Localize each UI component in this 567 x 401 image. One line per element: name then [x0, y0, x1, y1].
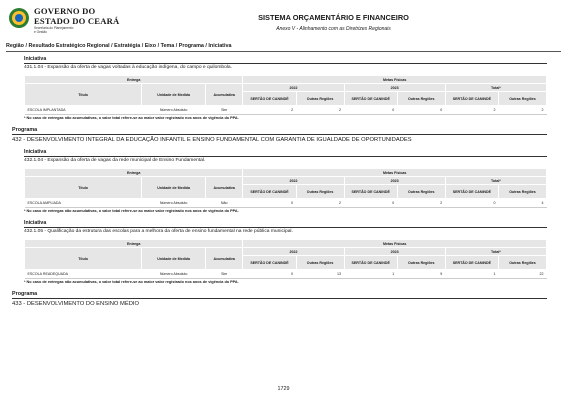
table-footnote: * No caso de entregas não acumulativas, o valor total refere-se ao maior valor registrado nos anos de vigência do PPA.	[24, 209, 239, 213]
cell-v2023-sertao: 1	[344, 270, 397, 279]
page-number: 1729	[277, 386, 290, 392]
header-outras-regioes: Outras Regiões	[498, 92, 546, 106]
initiative-title: 432.1.05 - Qualificação da estrutura das escolas para a melhora da oferta de ensino fundamental na rede pública municipal.	[24, 229, 293, 234]
header-total: Total*	[445, 84, 546, 92]
cell-v2022-outras: 2	[296, 106, 344, 115]
cell-acumulativa: Não	[206, 199, 243, 208]
initiative-label: Iniciativa	[24, 149, 47, 155]
initiative-divider	[24, 227, 547, 228]
cell-v2023-outras: 9	[397, 270, 445, 279]
initiative-label: Iniciativa	[24, 220, 47, 226]
logo-line-2: ESTADO DO CEARÁ	[34, 16, 120, 26]
cell-v2022-outras: 2	[296, 199, 344, 208]
header-year-2022: 2022	[243, 248, 344, 256]
table-row	[25, 199, 547, 208]
cell-unidade: Número Absoluto	[142, 270, 206, 279]
cell-total-sertao: 0	[445, 199, 498, 208]
header-year-2023: 2023	[344, 84, 445, 92]
header-outras-regioes: Outras Regiões	[397, 256, 445, 270]
header-sertao-caninde: SERTÃO DE CANINDÉ	[344, 92, 397, 106]
header-acumulativa: Acumulativa	[206, 177, 243, 199]
header-sertao-caninde: SERTÃO DE CANINDÉ	[243, 92, 296, 106]
cell-total-outras: 22	[498, 270, 546, 279]
header-outras-regioes: Outras Regiões	[397, 92, 445, 106]
header-outras-regioes: Outras Regiões	[296, 185, 344, 199]
header-sertao-caninde: SERTÃO DE CANINDÉ	[243, 256, 296, 270]
header-titulo: Título	[25, 177, 142, 199]
header-entrega: Entrega	[25, 169, 243, 177]
header-sertao-caninde: SERTÃO DE CANINDÉ	[445, 185, 498, 199]
header-unidade: Unidade de Medida	[142, 248, 206, 270]
header-sertao-caninde: SERTÃO DE CANINDÉ	[344, 185, 397, 199]
program-title: 433 - DESENVOLVIMENTO DO ENSINO MÉDIO	[12, 301, 140, 307]
cell-total-outras: 2	[498, 106, 546, 115]
header-year-2022: 2022	[243, 177, 344, 185]
header-sertao-caninde: SERTÃO DE CANINDÉ	[344, 256, 397, 270]
physical-goals-table	[24, 239, 547, 279]
table-row	[25, 270, 547, 279]
initiative-title: 431.1.04 - Expansão da oferta de vagas voltadas à educação indígena, do campo e quilombola.	[24, 65, 232, 70]
initiative-divider	[24, 156, 547, 157]
header-sertao-caninde: SERTÃO DE CANINDÉ	[445, 256, 498, 270]
header-year-2023: 2023	[344, 248, 445, 256]
header-total: Total*	[445, 248, 546, 256]
table-footnote: * No caso de entregas não acumulativas, o valor total refere-se ao maior valor registrado nos anos de vigência do PPA.	[24, 116, 239, 120]
cell-titulo: ESCOLA READEQUADA	[25, 270, 142, 279]
annex-subtitle: Anexo V - Alinhamento com as Diretrizes Regionais	[276, 26, 391, 32]
header-metas-fisicas: Metas Físicas	[243, 76, 547, 84]
cell-titulo: ESCOLA IMPLANTADA	[25, 106, 142, 115]
cell-v2023-outras: 2	[397, 199, 445, 208]
header-outras-regioes: Outras Regiões	[397, 185, 445, 199]
program-label: Programa	[12, 127, 38, 133]
cell-v2022-sertao: 2	[243, 106, 296, 115]
header-acumulativa: Acumulativa	[206, 84, 243, 106]
system-title: SISTEMA ORÇAMENTÁRIO E FINANCEIRO	[258, 13, 409, 22]
cell-total-outras: 4	[498, 199, 546, 208]
header-entrega: Entrega	[25, 76, 243, 84]
initiative-title: 432.1.04 - Expansão da oferta de vagas da rede municipal de Ensino Fundamental.	[24, 158, 206, 163]
cell-unidade: Número Absoluto	[142, 199, 206, 208]
breadcrumb: Região / Resultado Estratégico Regional / Estratégia / Eixo / Tema / Programa / Iniciativa	[6, 43, 232, 49]
cell-acumulativa: Sim	[206, 270, 243, 279]
cell-v2022-sertao: 0	[243, 199, 296, 208]
header-total: Total*	[445, 177, 546, 185]
physical-goals-table	[24, 168, 547, 208]
header-titulo: Título	[25, 248, 142, 270]
program-label: Programa	[12, 291, 38, 297]
initiative-label: Iniciativa	[24, 56, 47, 62]
logo-line-1: GOVERNO DO	[34, 6, 96, 16]
cell-total-sertao: 2	[445, 106, 498, 115]
main-content	[12, 56, 547, 313]
header-acumulativa: Acumulativa	[206, 248, 243, 270]
cell-total-sertao: 1	[445, 270, 498, 279]
header-titulo: Título	[25, 84, 142, 106]
header-entrega: Entrega	[25, 240, 243, 248]
cell-unidade: Número Absoluto	[142, 106, 206, 115]
page-header	[0, 0, 567, 42]
program-divider	[12, 298, 547, 299]
header-unidade: Unidade de Medida	[142, 177, 206, 199]
header-metas-fisicas: Metas Físicas	[243, 169, 547, 177]
header-year-2022: 2022	[243, 84, 344, 92]
cell-v2023-sertao: 0	[344, 106, 397, 115]
program-title: 432 - DESENVOLVIMENTO INTEGRAL DA EDUCAÇÃO INFANTIL E ENSINO FUNDAMENTAL COM GARANTIA DE IGUALDADE DE OPORTUNIDADES	[12, 137, 412, 143]
header-sertao-caninde: SERTÃO DE CANINDÉ	[243, 185, 296, 199]
header-sertao-caninde: SERTÃO DE CANINDÉ	[445, 92, 498, 106]
breadcrumb-divider	[6, 51, 561, 52]
header-outras-regioes: Outras Regiões	[498, 185, 546, 199]
header-outras-regioes: Outras Regiões	[498, 256, 546, 270]
initiative-divider	[24, 63, 547, 64]
cell-titulo: ESCOLA AMPLIADA	[25, 199, 142, 208]
cell-acumulativa: Sim	[206, 106, 243, 115]
cell-v2023-sertao: 0	[344, 199, 397, 208]
header-outras-regioes: Outras Regiões	[296, 256, 344, 270]
header-outras-regioes: Outras Regiões	[296, 92, 344, 106]
cell-v2023-outras: 0	[397, 106, 445, 115]
table-row	[25, 106, 547, 115]
header-unidade: Unidade de Medida	[142, 84, 206, 106]
physical-goals-table	[24, 75, 547, 115]
header-metas-fisicas: Metas Físicas	[243, 240, 547, 248]
cell-v2022-sertao: 0	[243, 270, 296, 279]
header-year-2023: 2023	[344, 177, 445, 185]
cell-v2022-outras: 13	[296, 270, 344, 279]
table-footnote: * No caso de entregas não acumulativas, o valor total refere-se ao maior valor registrado nos anos de vigência do PPA.	[24, 280, 239, 284]
program-divider	[12, 134, 547, 135]
logo-line-3: Secretaria do Planejamento e Gestão	[34, 26, 74, 34]
